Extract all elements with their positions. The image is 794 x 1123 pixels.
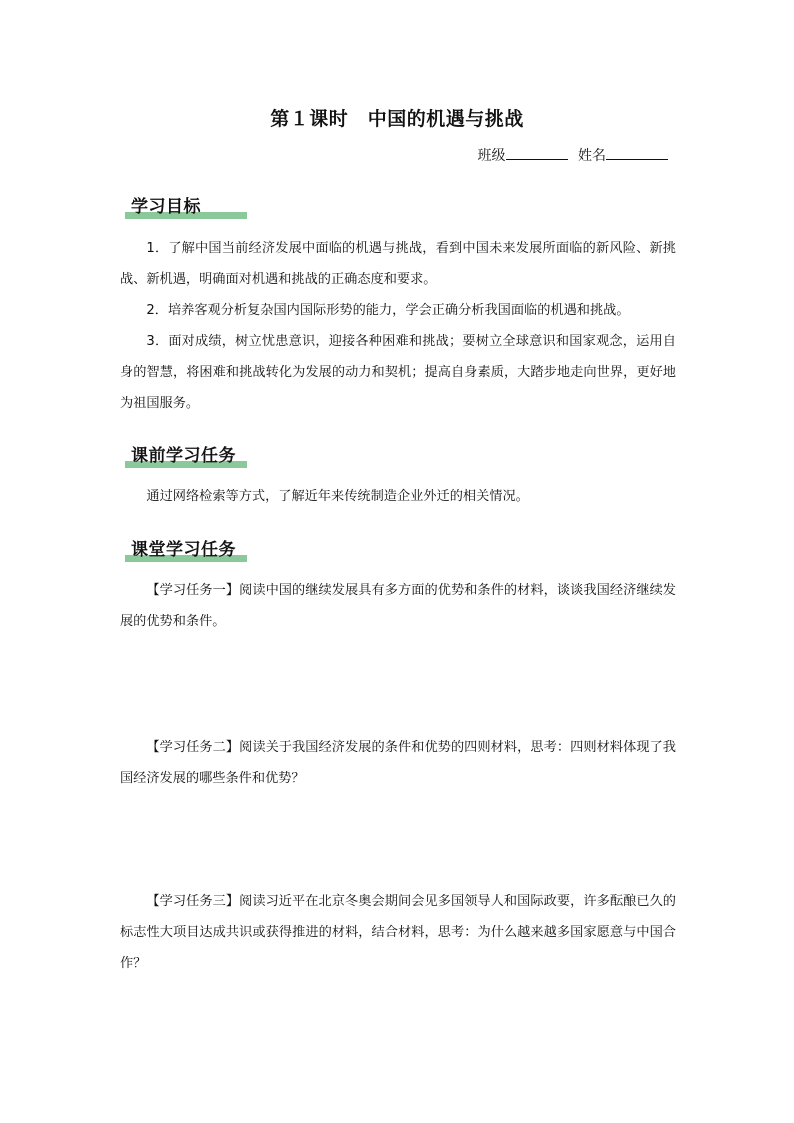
objectives-heading	[125, 193, 247, 219]
in-class-heading	[125, 536, 247, 562]
page-title: 第１课时 中国的机遇与挑战	[270, 108, 524, 130]
in-class-heading-label: 课堂学习任务	[131, 540, 236, 560]
objective-item-1: 1．了解中国当前经济发展中面临的机遇与挑战，看到中国未来发展所面临的新风险、新挑战、新机遇，明确面对机遇和挑战的正确态度和要求。	[120, 241, 676, 287]
pre-class-text: 通过网络检索等方式，了解近年来传统制造企业外迁的相关情况。	[146, 489, 529, 504]
learning-task-3: 【学习任务三】阅读习近平在北京冬奥会期间会见多国领导人和国际政要，许多酝酿已久的标志性大项目达成共识或获得推进的材料，结合材料，思考：为什么越来越多国家愿意与中国合作？	[120, 894, 676, 971]
objectives-heading-label: 学习目标	[131, 197, 201, 217]
learning-task-2: 【学习任务二】阅读关于我国经济发展的条件和优势的四则材料，思考：四则材料体现了我国经济发展的哪些条件和优势？	[120, 740, 676, 786]
name-label: 姓名	[578, 148, 606, 164]
class-label: 班级	[477, 148, 506, 164]
objective-item-2: 2．培养客观分析复杂国内国际形势的能力，学会正确分析我国面临的机遇和挑战。	[146, 303, 630, 318]
pre-class-heading-label: 课前学习任务	[131, 446, 236, 466]
pre-class-heading	[125, 442, 247, 468]
name-blank	[606, 145, 668, 160]
class-name-line	[478, 145, 674, 165]
learning-task-1: 【学习任务一】阅读中国的继续发展具有多方面的优势和条件的材料，谈谈我国经济继续发展的优势和条件。	[120, 583, 676, 629]
class-blank	[506, 145, 568, 160]
objective-item-3: 3．面对成绩，树立忧患意识，迎接各种困难和挑战；要树立全球意识和国家观念，运用自身的智慧，将困难和挑战转化为发展的动力和契机；提高自身素质，大踏步地走向世界，更好地为祖国服务。	[120, 334, 676, 411]
